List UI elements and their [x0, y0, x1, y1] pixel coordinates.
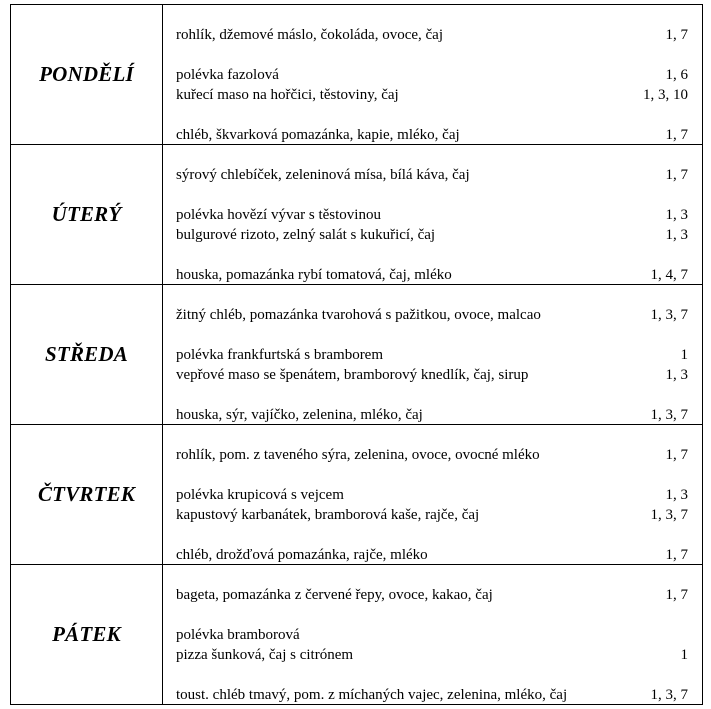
meal-lunch: [176, 507, 688, 524]
meal-text: houska, sýr, vajíčko, zelenina, mléko, čaj: [176, 407, 423, 423]
meal-lunch: [176, 647, 688, 664]
meal-lunch: [176, 227, 688, 244]
meals-cell: [163, 285, 703, 425]
meal-snack: [176, 127, 688, 144]
meal-soup: [176, 207, 688, 224]
meal-snack: [176, 407, 688, 424]
meal-lunch: [176, 367, 688, 384]
allergens: 1, 3: [665, 487, 688, 503]
allergens: 1, 7: [665, 447, 688, 463]
allergens: 1: [680, 647, 688, 663]
day-row-friday: [11, 565, 703, 705]
meal-text: polévka frankfurtská s bramborem: [176, 347, 384, 363]
meal-text: rohlík, džemové máslo, čokoláda, ovoce, čaj: [176, 27, 443, 43]
meal-text: chléb, drožďová pomazánka, rajče, mléko: [176, 547, 428, 563]
meal-text: houska, pomazánka rybí tomatová, čaj, mléko: [176, 267, 452, 283]
meal-text: vepřové maso se špenátem, bramborový knedlík, čaj, sirup: [176, 367, 529, 383]
allergens: 1, 4, 7: [650, 267, 688, 283]
day-label: ČTVRTEK: [11, 425, 163, 565]
meal-text: polévka krupicová s vejcem: [176, 487, 344, 503]
allergens: 1, 3, 10: [643, 87, 688, 103]
meals-cell: [163, 145, 703, 285]
meal-text: polévka bramborová: [176, 627, 300, 643]
meal-breakfast: [176, 587, 688, 604]
meals-cell: [163, 425, 703, 565]
meal-text: kapustový karbanátek, bramborová kaše, rajče, čaj: [176, 507, 480, 523]
meal-snack: [176, 267, 688, 284]
allergens: 1, 7: [665, 547, 688, 563]
meal-text: toust. chléb tmavý, pom. z míchaných vajec, zelenina, mléko, čaj: [176, 687, 568, 703]
meal-text: žitný chléb, pomazánka tvarohová s pažitkou, ovoce, malcao: [176, 307, 541, 323]
day-label: PONDĚLÍ: [11, 5, 163, 145]
allergens: 1, 7: [665, 27, 688, 43]
meal-breakfast: [176, 27, 688, 44]
meal-text: sýrový chlebíček, zeleninová mísa, bílá káva, čaj: [176, 167, 470, 183]
meal-soup: [176, 67, 688, 84]
meal-text: pizza šunková, čaj s citrónem: [176, 647, 354, 663]
meals-cell: [163, 5, 703, 145]
allergens: 1, 6: [665, 67, 688, 83]
allergens: 1, 3, 7: [650, 307, 688, 323]
day-row-wednesday: [11, 285, 703, 425]
meal-breakfast: [176, 167, 688, 184]
day-label: ÚTERÝ: [11, 145, 163, 285]
meals-cell: [163, 565, 703, 705]
meal-lunch: [176, 87, 688, 104]
meal-text: chléb, škvarková pomazánka, kapie, mléko, čaj: [176, 127, 460, 143]
day-label: PÁTEK: [11, 565, 163, 705]
meal-breakfast: [176, 447, 688, 464]
day-row-monday: [11, 5, 703, 145]
meal-snack: [176, 547, 688, 564]
meal-text: rohlík, pom. z taveného sýra, zelenina, ovoce, ovocné mléko: [176, 447, 540, 463]
allergens: 1, 3, 7: [650, 687, 688, 703]
allergens: 1, 7: [665, 127, 688, 143]
day-label: STŘEDA: [11, 285, 163, 425]
meal-soup: [176, 487, 688, 504]
allergens: 1, 3: [665, 367, 688, 383]
meal-soup: [176, 347, 688, 364]
day-row-tuesday: [11, 145, 703, 285]
allergens: 1, 7: [665, 167, 688, 183]
meal-text: polévka hovězí vývar s těstovinou: [176, 207, 381, 223]
meal-text: kuřecí maso na hořčici, těstoviny, čaj: [176, 87, 399, 103]
allergens: 1: [680, 347, 688, 363]
meal-soup: [176, 627, 688, 644]
allergens: 1, 3: [665, 227, 688, 243]
meal-text: bageta, pomazánka z červené řepy, ovoce, kakao, čaj: [176, 587, 493, 603]
meal-breakfast: [176, 307, 688, 324]
allergens: 1, 3: [665, 207, 688, 223]
meal-snack: [176, 687, 688, 704]
allergens: 1, 3, 7: [650, 507, 688, 523]
weekly-menu-table: [10, 4, 703, 705]
meal-text: polévka fazolová: [176, 67, 279, 83]
day-row-thursday: [11, 425, 703, 565]
meal-text: bulgurové rizoto, zelný salát s kukuřicí, čaj: [176, 227, 436, 243]
allergens: 1, 3, 7: [650, 407, 688, 423]
allergens: 1, 7: [665, 587, 688, 603]
